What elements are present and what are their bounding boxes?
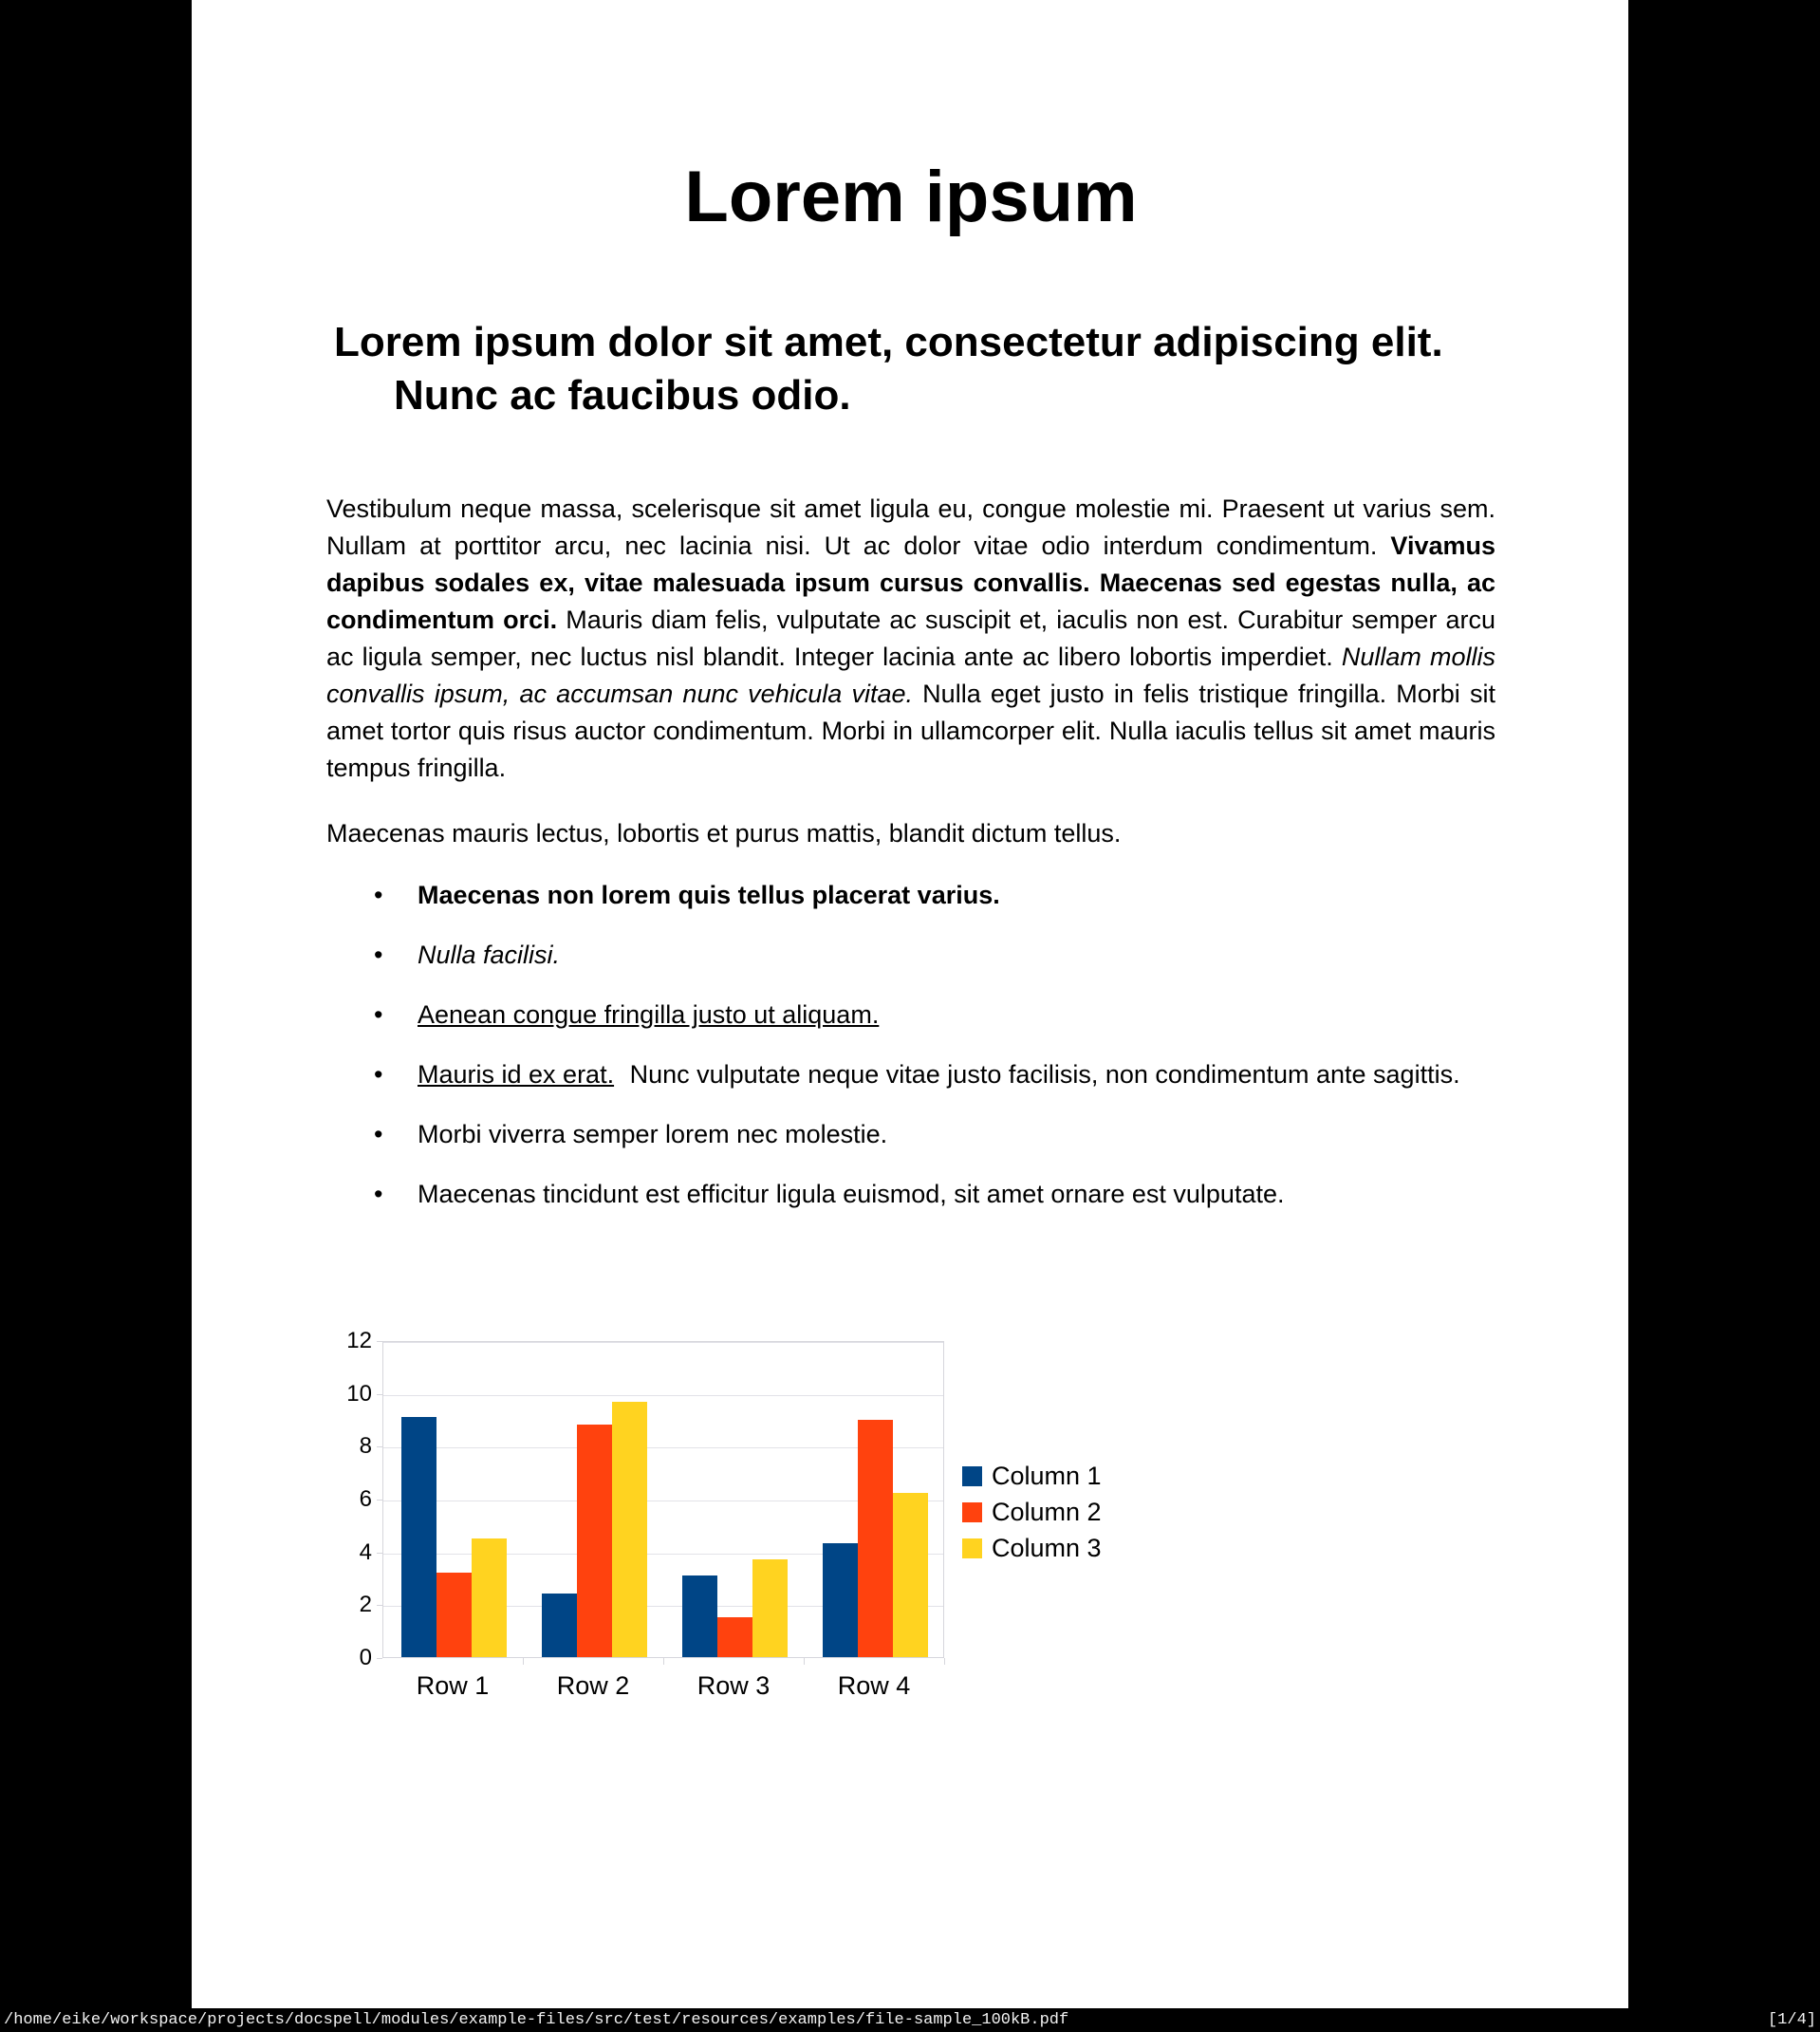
legend-item: [962, 1535, 1102, 1561]
y-axis-tick-label: 0: [359, 1645, 372, 1670]
legend-color-swatch: [962, 1502, 982, 1522]
legend-label: Column 1: [992, 1462, 1102, 1490]
bar-column-1-row-3: [682, 1575, 717, 1657]
paragraph-segment: Vestibulum neque massa, scelerisque sit amet ligula eu, congue molestie mi. Praesent ut varius sem. Nullam at porttitor arcu, nec lacinia nisi. Ut ac dolor vitae odio interdum condimentum.: [326, 494, 1495, 560]
document-heading: Lorem ipsum dolor sit amet, consectetur adipiscing elit. Nunc ac faucibus odio.: [334, 319, 1443, 419]
list-item-text: Nulla facilisi.: [418, 941, 561, 969]
paragraph-segment: Nulla eget justo in felis tristique fringilla. Morbi sit amet tortor quis risus auctor condimentum. Morbi in ullamcorper elit. Nulla iaculis tellus sit amet mauris tempus fringilla.: [326, 680, 1495, 782]
list-item-text: Maecenas non lorem quis tellus placerat varius.: [418, 881, 1000, 909]
x-axis-category-label: Row 3: [696, 1671, 771, 1700]
legend-label: Column 3: [992, 1534, 1102, 1562]
bar-column-3-row-1: [472, 1538, 507, 1657]
x-axis-tick-mark: [944, 1658, 945, 1665]
viewer-statusbar: [0, 2008, 1820, 2032]
y-axis-tick-mark: [377, 1658, 382, 1659]
y-axis-tick-label: 10: [346, 1380, 372, 1407]
bar-column-1-row-1: [401, 1417, 436, 1657]
list-item: [326, 1056, 1495, 1093]
y-axis-tick-label: 12: [346, 1328, 372, 1353]
legend-item: [962, 1499, 1102, 1525]
legend-color-swatch: [962, 1466, 982, 1486]
y-axis-tick-mark: [377, 1500, 382, 1501]
list-item-text: Morbi viverra semper lorem nec molestie.: [418, 1120, 888, 1148]
y-axis-tick-mark: [377, 1605, 382, 1606]
y-axis-tick-label: 8: [359, 1433, 372, 1460]
list-item-text: Mauris id ex erat.: [418, 1060, 615, 1089]
bar-column-2-row-1: [436, 1573, 472, 1657]
body-paragraph: Maecenas mauris lectus, lobortis et purus mattis, blandit dictum tellus.: [326, 819, 1122, 848]
list-item: [326, 1176, 1495, 1213]
y-axis-tick-mark: [377, 1553, 382, 1554]
legend-item: [962, 1463, 1102, 1489]
list-item-text: Maecenas tincidunt est efficitur ligula euismod, sit amet ornare est vulputate.: [418, 1180, 1285, 1208]
x-axis-tick-mark: [523, 1658, 524, 1665]
y-axis-tick-mark: [377, 1446, 382, 1447]
x-axis-tick-mark: [804, 1658, 805, 1665]
x-axis-category-label: Row 2: [556, 1671, 630, 1700]
x-axis-category-label: Row 4: [837, 1671, 911, 1700]
statusbar-page-indicator: [1/4]: [1767, 2011, 1816, 2029]
bar-column-2-row-3: [717, 1617, 752, 1657]
bar-column-3-row-4: [893, 1493, 928, 1657]
list-item: [326, 1116, 1495, 1153]
y-axis-tick-mark: [377, 1394, 382, 1395]
legend-label: Column 2: [992, 1498, 1102, 1526]
y-axis-tick-label: 4: [359, 1538, 372, 1565]
bar-column-2-row-2: [577, 1425, 612, 1657]
bar-column-1-row-4: [823, 1543, 858, 1657]
chart-plot-area: [382, 1341, 944, 1658]
document-page[interactable]: [192, 0, 1628, 2008]
statusbar-file-path: /home/eike/workspace/projects/docspell/modules/example-files/src/test/resources/examples/file-sample_100kB.pdf: [4, 2011, 1069, 2029]
x-axis-category-label: Row 1: [416, 1671, 490, 1700]
gridline: [383, 1395, 943, 1396]
bar-chart: [326, 1322, 1495, 1721]
paragraph-segment-italic: Nullam mollis convallis ipsum, ac accumsan nunc vehicula vitae.: [326, 643, 1495, 708]
bar-column-1-row-2: [542, 1594, 577, 1657]
list-item: [326, 937, 1495, 974]
paragraph-segment: Mauris diam felis, vulputate ac suscipit et, iaculis non est. Curabitur semper arcu ac ligula semper, nec luctus nisl blandit. Integer lacinia ante ac libero lobortis imperdiet.: [326, 606, 1495, 671]
document-title: Lorem ipsum: [684, 157, 1138, 237]
list-item-text: Nunc vulputate neque vitae justo facilisis, non condimentum ante sagittis.: [622, 1060, 1460, 1089]
list-item-text: Aenean congue fringilla justo ut aliquam.: [418, 1000, 880, 1029]
chart-legend: [962, 1463, 1102, 1571]
gridline: [383, 1342, 943, 1343]
y-axis-tick-mark: [377, 1341, 382, 1342]
bullet-list: [326, 877, 1495, 1213]
y-axis-tick-label: 2: [359, 1592, 372, 1618]
body-paragraph: [326, 491, 1495, 787]
bar-column-3-row-3: [752, 1559, 788, 1657]
x-axis-tick-mark: [663, 1658, 664, 1665]
legend-color-swatch: [962, 1538, 982, 1558]
paragraph-segment-bold: Vivamus dapibus sodales ex, vitae malesuada ipsum cursus convallis. Maecenas sed egestas nulla, ac condimentum orci.: [326, 531, 1495, 634]
list-item: [326, 877, 1495, 914]
y-axis-tick-label: 6: [359, 1486, 372, 1512]
bar-column-3-row-2: [612, 1402, 647, 1657]
list-item: [326, 997, 1495, 1034]
bar-column-2-row-4: [858, 1420, 893, 1658]
